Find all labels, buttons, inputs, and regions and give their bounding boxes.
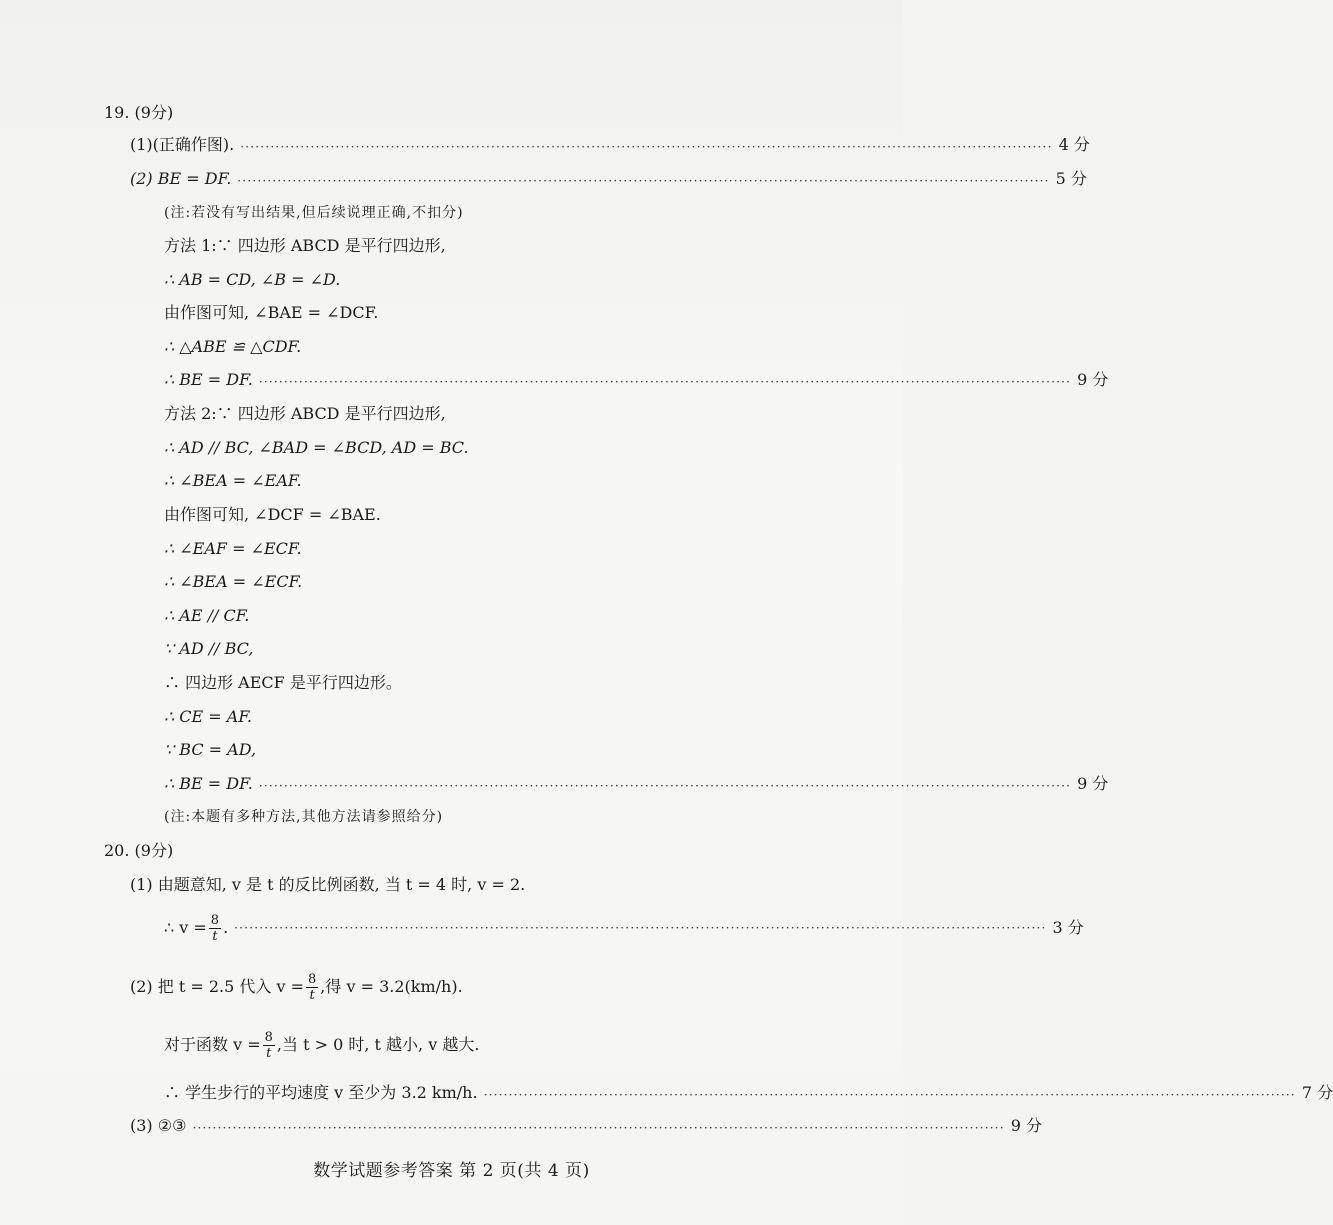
fraction-denominator: t <box>266 1045 272 1061</box>
q20-part2-prefix: (2) 把 t = 2.5 代入 v = <box>130 977 304 996</box>
q19-part1-score: 4 分 <box>1058 135 1090 154</box>
q20-part1-v-label: ∴ v = <box>164 918 207 937</box>
fraction-8-over-t <box>263 1030 275 1061</box>
q19-m1-score: 9 分 <box>1077 370 1109 389</box>
q19-m1-line1: 方法 1:∵ 四边形 ABCD 是平行四边形, <box>164 236 446 255</box>
leader-dots: ·································································································································································· <box>234 921 1047 935</box>
q19-m2-line8: ∵ AD // BC, <box>164 639 254 658</box>
q19-m1-line3: 由作图可知, ∠BAE = ∠DCF. <box>164 303 379 322</box>
q19-m2-line10: ∴ CE = AF. <box>164 707 253 726</box>
q20-part3-row <box>130 1115 1043 1137</box>
q19-m2-line9: ∴ 四边形 AECF 是平行四边形。 <box>164 673 402 692</box>
leader-dots: ·································································································································································· <box>237 174 1050 188</box>
q20-part2-line3: ∴ 学生步行的平均速度 v 至少为 3.2 km/h. <box>164 1083 478 1102</box>
page-footer: 数学试题参考答案 第 2 页(共 4 页) <box>313 1161 590 1181</box>
q20-part2-score: 7 分 <box>1301 1083 1333 1102</box>
q19-m2-line6: ∴ ∠BEA = ∠ECF. <box>164 572 303 591</box>
fraction-denominator: t <box>212 928 218 944</box>
q20-header: 20. (9分) <box>104 841 174 860</box>
fraction-numerator: 8 <box>210 912 220 928</box>
q20-part2-line1-row <box>130 965 790 1009</box>
fraction-denominator: t <box>309 987 315 1003</box>
q19-m2-line11: ∵ BC = AD, <box>164 740 257 759</box>
leader-dots: ·································································································································································· <box>483 1088 1296 1102</box>
q19-header: 19. (9分) <box>104 103 174 122</box>
q20-part1-line2-row <box>164 906 1084 950</box>
q19-m1-line5: ∴ BE = DF. <box>164 370 253 389</box>
q19-note1: (注:若没有写出结果,但后续说理正确,不扣分) <box>164 205 464 221</box>
fraction-numerator: 8 <box>264 1029 273 1045</box>
q19-part2-row <box>130 168 1087 190</box>
q19-m2-line7: ∴ AE // CF. <box>164 606 250 625</box>
q19-m1-line5-row <box>164 369 1109 391</box>
q20-part1-line1: (1) 由题意知, v 是 t 的反比例函数, 当 t = 4 时, v = 2. <box>130 875 526 894</box>
fraction-numerator: 8 <box>308 971 317 987</box>
q19-m2-line5: ∴ ∠EAF = ∠ECF. <box>164 539 302 558</box>
q20-part2-suffix: ,得 v = 3.2(km/h). <box>320 977 463 996</box>
q19-m1-line4: ∴ △ABE ≌ △CDF. <box>164 337 302 356</box>
q19-part1-row <box>130 134 1090 156</box>
leader-dots: ·································································································································································· <box>258 779 1072 793</box>
q20-part2-line2-prefix: 对于函数 v = <box>164 1035 261 1054</box>
q19-m2-score: 9 分 <box>1077 774 1109 793</box>
q19-part2-score: 5 分 <box>1055 169 1087 188</box>
leader-dots: ·································································································································································· <box>192 1121 1005 1135</box>
fraction-8-over-t <box>306 972 318 1003</box>
q19-m2-line1: 方法 2:∵ 四边形 ABCD 是平行四边形, <box>164 404 446 423</box>
q19-m2-line12: ∴ BE = DF. <box>164 774 253 793</box>
leader-dots: ·································································································································································· <box>240 140 1053 154</box>
q20-part3-text: (3) ②③ <box>130 1116 187 1135</box>
leader-dots: ·································································································································································· <box>258 375 1072 389</box>
q20-part1-score: 3 分 <box>1052 918 1084 937</box>
q19-part2-text: (2) BE = DF. <box>130 169 232 188</box>
q19-m2-line12-row <box>164 773 1109 795</box>
q19-m2-line3: ∴ ∠BEA = ∠EAF. <box>164 471 302 490</box>
q19-m1-line2: ∴ AB = CD, ∠B = ∠D. <box>164 270 341 289</box>
q19-note2: (注:本题有多种方法,其他方法请参照给分) <box>164 809 444 825</box>
q19-m2-line4: 由作图可知, ∠DCF = ∠BAE. <box>164 505 381 524</box>
q20-part1-period: . <box>223 918 229 937</box>
q20-part2-line3-row <box>164 1082 1333 1104</box>
q20-part2-line2-suffix: ,当 t > 0 时, t 越小, v 越大. <box>276 1035 480 1054</box>
q20-part3-score: 9 分 <box>1010 1116 1043 1135</box>
fraction-8-over-t <box>209 913 221 944</box>
q19-part1-text: (1)(正确作图). <box>130 135 235 154</box>
q20-part2-line2-row <box>164 1023 790 1067</box>
q19-m2-line2: ∴ AD // BC, ∠BAD = ∠BCD, AD = BC. <box>164 438 469 457</box>
